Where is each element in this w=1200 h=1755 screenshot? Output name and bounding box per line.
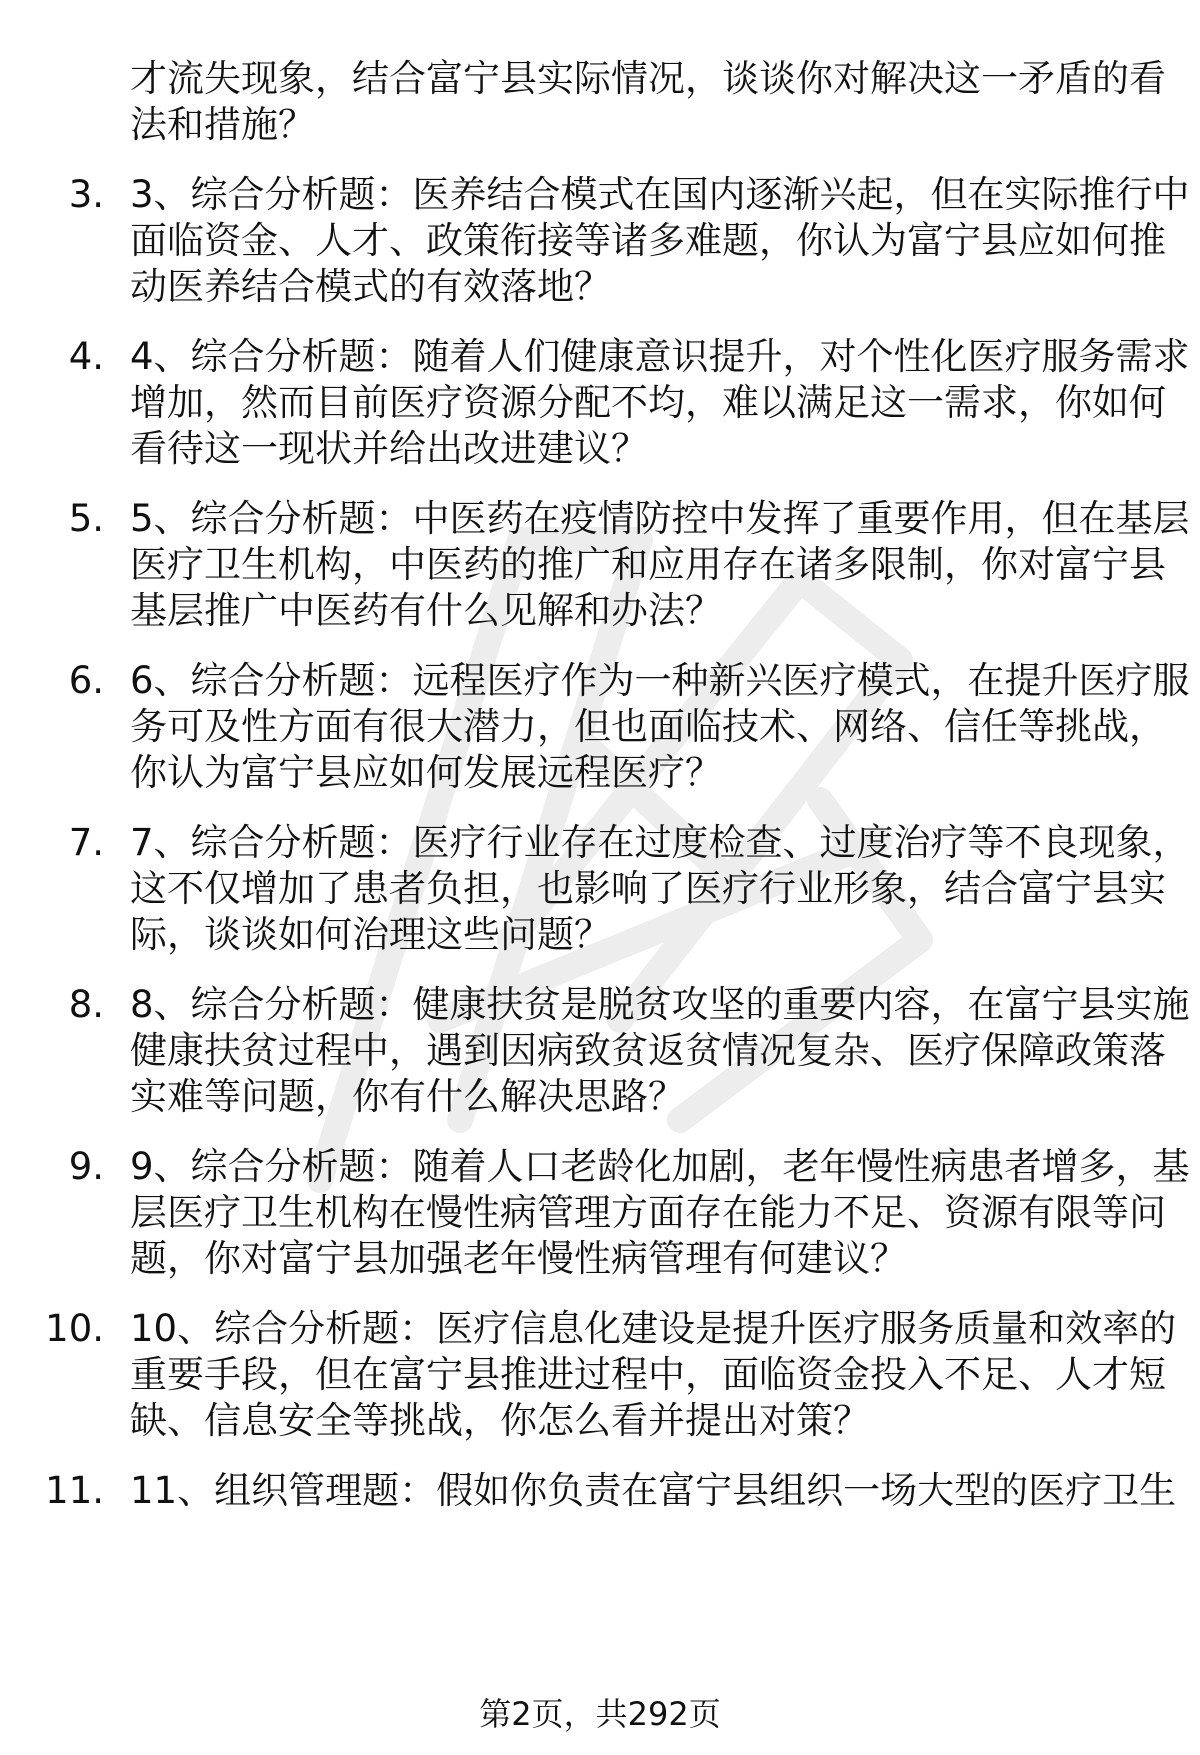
list-item-number: 6. [68,659,104,702]
list-item-line: 医疗卫生机构，中医药的推广和应用存在诸多限制，你对富宁县 [130,543,1166,586]
continuation-line-2: 法和措施？ [130,103,315,146]
list-item-number: 3. [68,173,104,216]
list-item-line: 健康扶贫过程中，遇到因病致贫返贫情况复杂、医疗保障政策落 [130,1029,1166,1072]
list-item-number: 5. [68,497,104,540]
list-item-number: 8. [68,983,104,1026]
list-item-line: 8、综合分析题：健康扶贫是脱贫攻坚的重要内容，在富宁县实施 [130,983,1190,1026]
list-item-line: 际，谈谈如何治理这些问题？ [130,913,611,956]
list-item-line: 5、综合分析题：中医药在疫情防控中发挥了重要作用，但在基层 [130,497,1190,540]
list-item-line: 实难等问题，你有什么解决思路？ [130,1075,685,1118]
list-item-line: 10、综合分析题：医疗信息化建设是提升医疗服务质量和效率的 [130,1307,1177,1350]
list-item-number: 4. [68,335,104,378]
list-item-line: 层医疗卫生机构在慢性病管理方面存在能力不足、资源有限等问 [130,1191,1166,1234]
list-item-line: 基层推广中医药有什么见解和办法？ [130,589,722,632]
list-item-line: 你认为富宁县应如何发展远程医疗？ [130,751,722,794]
continuation-line-1: 才流失现象，结合富宁县实际情况，谈谈你对解决这一矛盾的看 [130,57,1166,100]
list-item-line: 9、综合分析题：随着人口老龄化加剧，老年慢性病患者增多，基 [130,1145,1190,1188]
list-item-number: 7. [68,821,104,864]
list-item-line: 缺、信息安全等挑战，你怎么看并提出对策？ [130,1399,870,1442]
list-item-number: 9. [68,1145,104,1188]
page-footer: 第2页，共292页 [479,1695,721,1733]
list-item-number: 11. [45,1469,104,1512]
list-item-line: 增加，然而目前医疗资源分配不均，难以满足这一需求，你如何 [130,381,1166,424]
list-item-line: 4、综合分析题：随着人们健康意识提升，对个性化医疗服务需求 [130,335,1190,378]
list-item-line: 题，你对富宁县加强老年慢性病管理有何建议？ [130,1237,907,1280]
list-item-number: 10. [45,1307,104,1350]
list-item-line: 7、综合分析题：医疗行业存在过度检查、过度治疗等不良现象， [130,821,1190,864]
list-item-line: 面临资金、人才、政策衔接等诸多难题，你认为富宁县应如何推 [130,219,1166,262]
list-item-line: 6、综合分析题：远程医疗作为一种新兴医疗模式，在提升医疗服 [130,659,1190,702]
list-item-line: 看待这一现状并给出改进建议？ [130,427,648,470]
list-item-line: 重要手段，但在富宁县推进过程中，面临资金投入不足、人才短 [130,1353,1166,1396]
list-item-line: 务可及性方面有很大潜力，但也面临技术、网络、信任等挑战， [130,705,1166,748]
list-item-line: 这不仅增加了患者负担，也影响了医疗行业形象，结合富宁县实 [130,867,1166,910]
list-item-line: 11、组织管理题：假如你负责在富宁县组织一场大型的医疗卫生 [130,1469,1177,1512]
list-item-line: 动医养结合模式的有效落地？ [130,265,611,308]
list-item-line: 3、综合分析题：医养结合模式在国内逐渐兴起，但在实际推行中 [130,173,1190,216]
